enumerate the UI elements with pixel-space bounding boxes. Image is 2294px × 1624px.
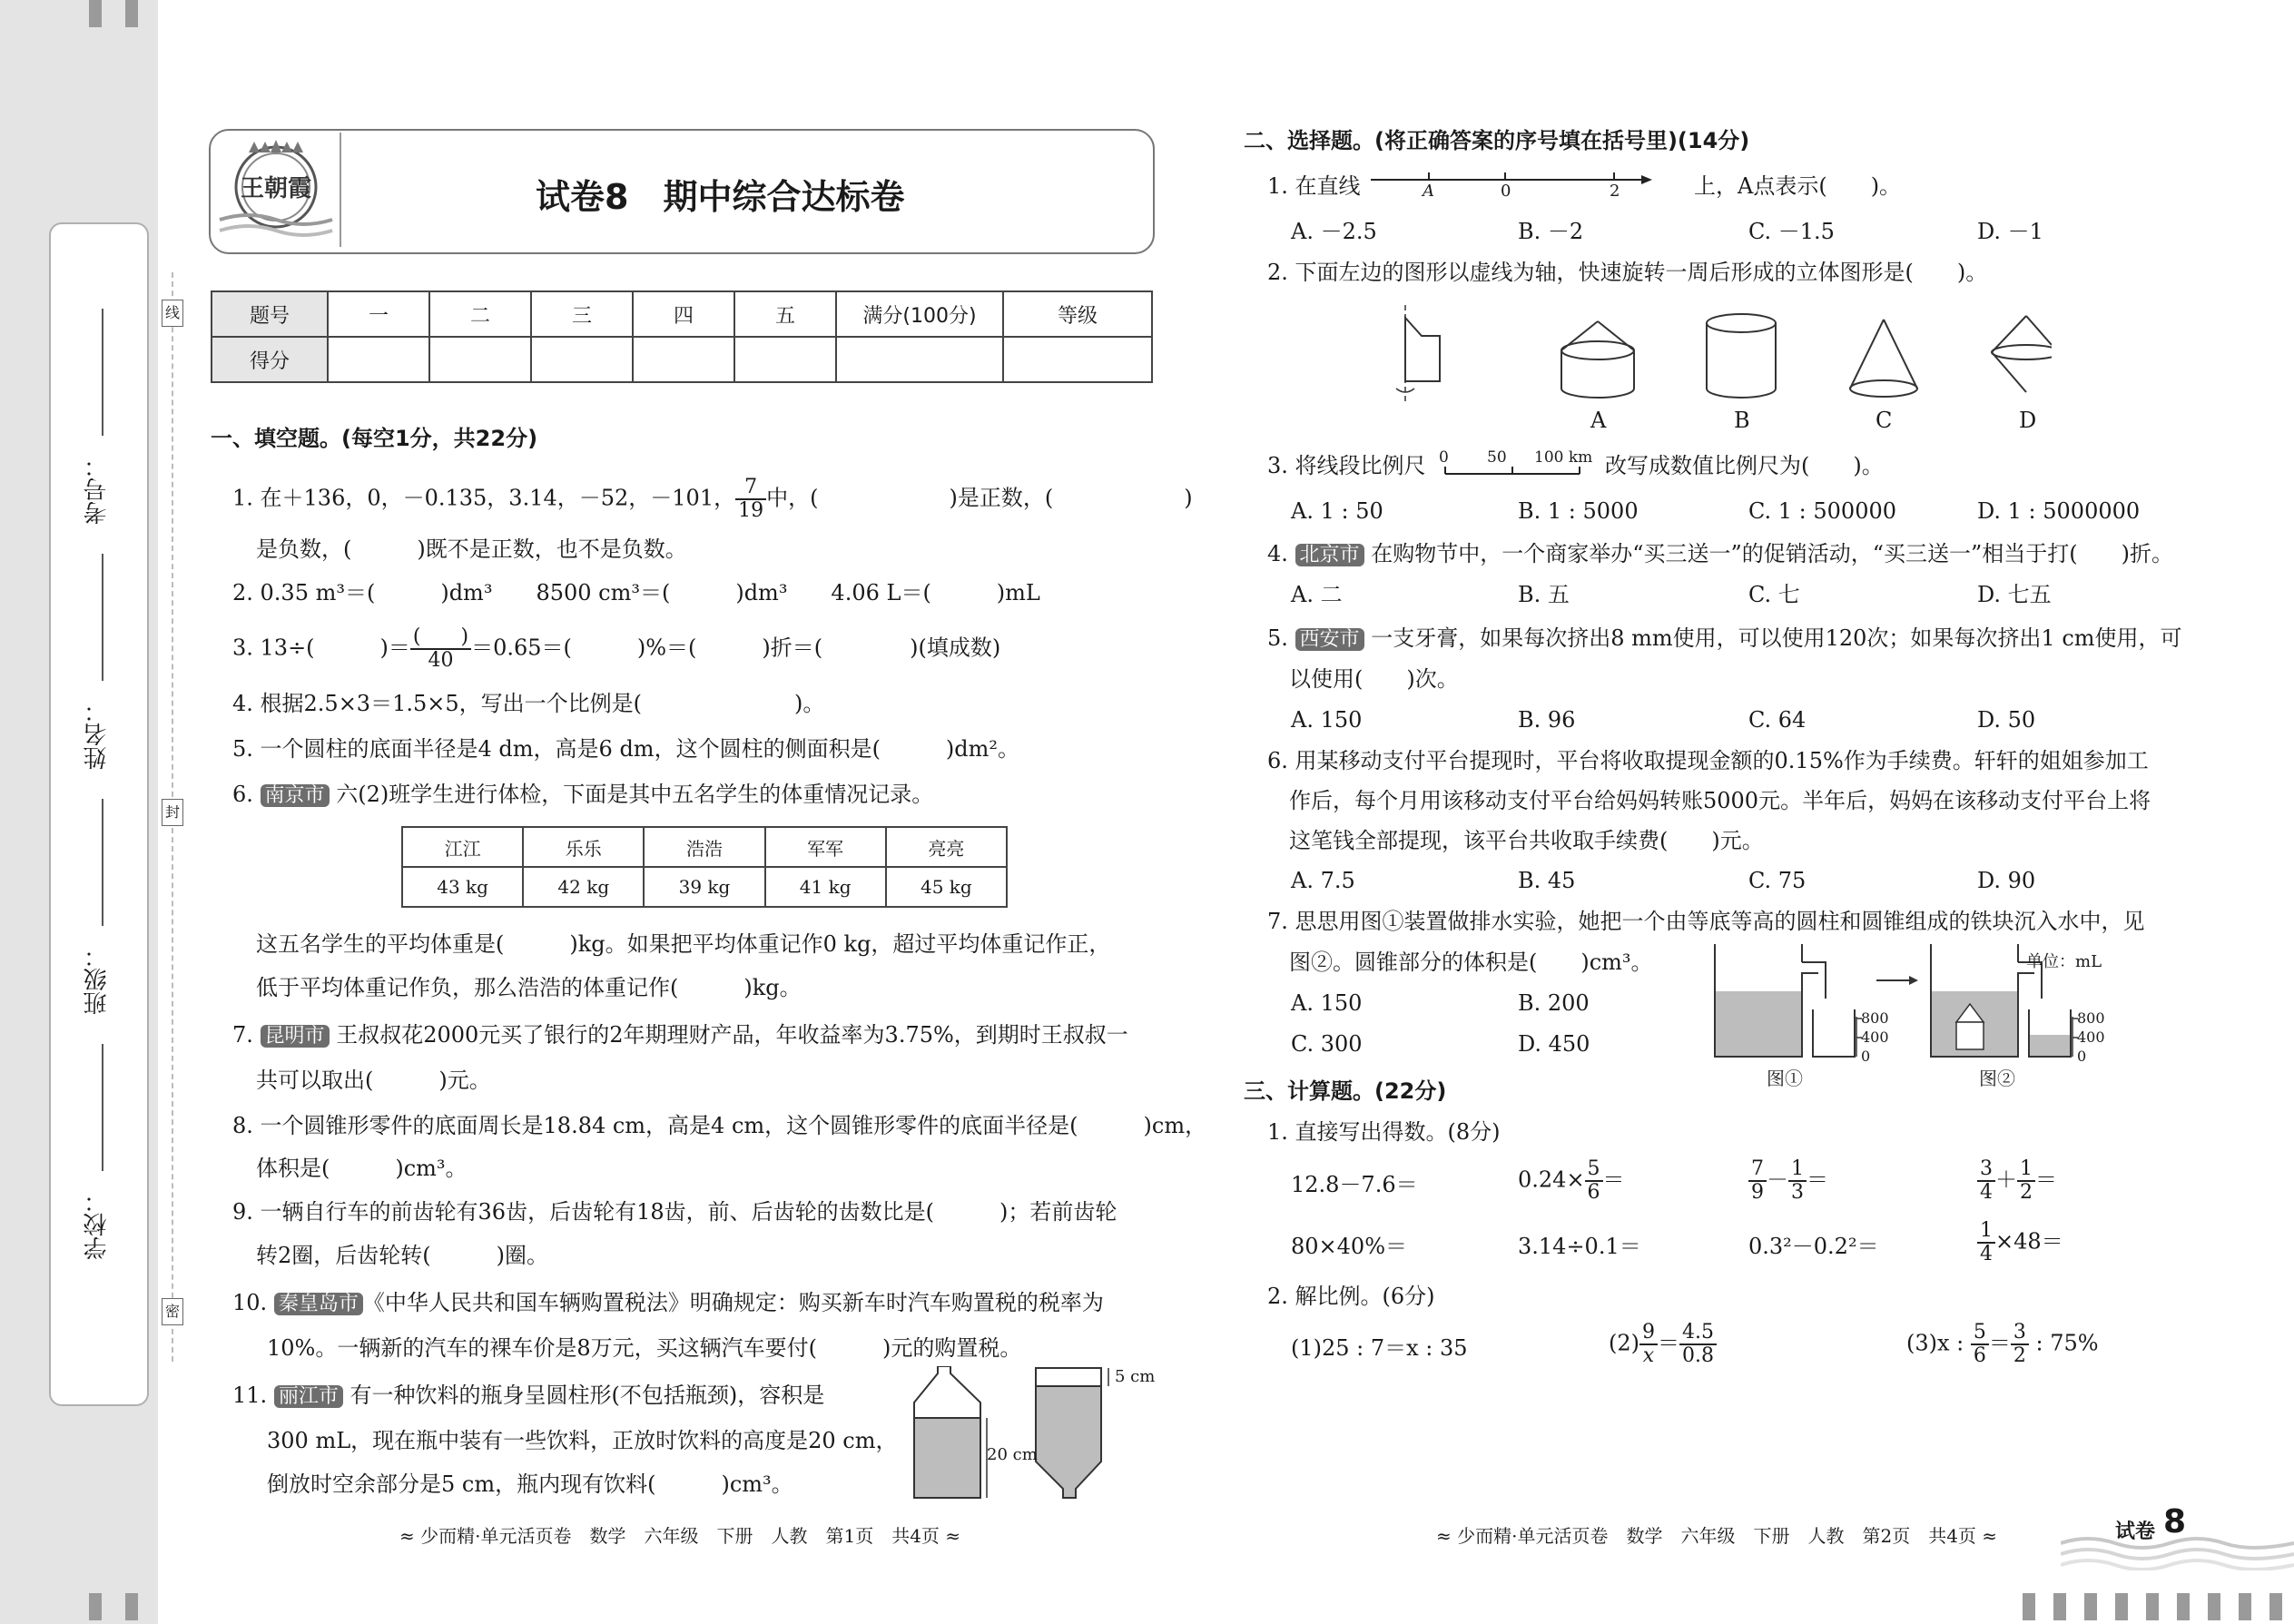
c7-opt-c[interactable]: C. 300 — [1291, 1031, 1363, 1057]
q7-line2: 共可以取出( )元。 — [256, 1068, 491, 1093]
city-tag: 西安市 — [1295, 628, 1364, 651]
right-footer: ≈ 少而精·单元活页卷 数学 六年级 下册 人教 第2页 共4页 ≈ — [1436, 1525, 1998, 1547]
q10: 10. 秦皇岛市 《中华人民共和国车辆购置税法》明确规定：购买新车时汽车购置税的税率为 — [232, 1290, 1104, 1315]
bottom-mark — [2239, 1593, 2251, 1620]
c5-line2: 以使用( )次。 — [1289, 666, 1459, 692]
c5-opt-a[interactable]: A. 150 — [1291, 707, 1363, 733]
solids-figure — [1380, 300, 2052, 408]
bottle-5cm-label: 5 cm — [1115, 1367, 1156, 1386]
k2b: (2) $\frac{9}{x}$ ＝ $\frac{4.5}{0.8}$ — [1609, 1322, 1717, 1367]
k2-heading: 2. 解比例。(6分) — [1267, 1284, 1435, 1309]
bottom-mark — [2146, 1593, 2159, 1620]
c3-opt-b[interactable]: B. 1 : 5000 — [1518, 498, 1639, 524]
q1-line2: 是负数，( )既不是正数，也不是负数。 — [256, 536, 687, 562]
c2-label-c[interactable]: C — [1876, 408, 1893, 433]
c3-prefix: 3. 将线段比例尺 — [1267, 453, 1426, 478]
c6-opt-b[interactable]: B. 45 — [1518, 868, 1576, 893]
q6-line2: 这五名学生的平均体重是( )kg。如果把平均体重记作0 kg，超过平均体重记作正， — [256, 931, 1111, 957]
k1a: 12.8－7.6＝ — [1291, 1172, 1418, 1197]
k2c: (3)x : $\frac{5}{6}$ ＝ $\frac{3}{2}$ : 75% — [1906, 1321, 2099, 1367]
c3-opt-a[interactable]: A. 1 : 50 — [1291, 498, 1383, 524]
c7-opt-b[interactable]: B. 200 — [1518, 990, 1590, 1016]
c6-line3: 这笔钱全部提现，该平台共收取手续费( )元。 — [1289, 828, 1764, 853]
k1-heading: 1. 直接写出得数。(8分) — [1267, 1119, 1501, 1145]
c7-opt-a[interactable]: A. 150 — [1291, 990, 1363, 1016]
fig2-tick-0: 0 — [2077, 1048, 2087, 1065]
top-mark — [89, 0, 102, 27]
c6-opt-a[interactable]: A. 7.5 — [1291, 868, 1355, 893]
c1-prefix: 1. 在直线 — [1267, 173, 1361, 199]
k1c: $\frac{7}{9}$ － $\frac{1}{3}$ ＝ — [1748, 1158, 1828, 1204]
name-label: 姓名： — [84, 699, 111, 770]
banner-divider — [340, 133, 341, 247]
scale-100: 100 km — [1534, 448, 1593, 467]
bottom-mark — [2269, 1593, 2282, 1620]
k1f: 3.14÷0.1＝ — [1518, 1234, 1641, 1259]
numline-label-2: 2 — [1610, 182, 1620, 201]
q6-line3: 低于平均体重记作负，那么浩浩的体重记作( )kg。 — [256, 975, 802, 1000]
bottom-mark — [2053, 1593, 2066, 1620]
city-tag: 北京市 — [1295, 544, 1364, 566]
bottom-mark — [2023, 1593, 2035, 1620]
school-label: 学校： — [84, 1189, 111, 1260]
fig1-tick-400: 400 — [1861, 1029, 1889, 1046]
k1e: 80×40%＝ — [1291, 1234, 1407, 1259]
c3-opt-d[interactable]: D. 1 : 5000000 — [1977, 498, 2141, 524]
seal-xian: 线 — [162, 300, 183, 327]
scale-0: 0 — [1439, 448, 1449, 467]
weights-table: 江江 乐乐 浩浩 军军 亮亮 43 kg 42 kg 39 kg 41 kg 45 kg — [401, 826, 1008, 908]
k2a: (1)25 : 7＝x : 35 — [1291, 1335, 1468, 1361]
q4: 4. 根据2.5×3＝1.5×5，写出一个比例是( )。 — [232, 691, 825, 716]
c4-opt-a[interactable]: A. 二 — [1291, 582, 1343, 607]
c7: 7. 思思用图①装置做排水实验，她把一个由等底等高的圆柱和圆锥组成的铁块沉入水中，见 — [1267, 909, 2145, 934]
c2-label-a[interactable]: A — [1590, 408, 1607, 433]
c4-opt-d[interactable]: D. 七五 — [1977, 582, 2052, 607]
seal-mi: 密 — [162, 1298, 183, 1325]
c2-label-b[interactable]: B — [1734, 408, 1750, 433]
q10-line2: 10%。一辆新的汽车的裸车价是8万元，买这辆汽车要付( )元的购置税。 — [267, 1335, 1022, 1361]
unit-label: 单位：mL — [2026, 952, 2102, 971]
fig1-caption: 图① — [1767, 1068, 1803, 1089]
city-tag: 昆明市 — [261, 1025, 330, 1048]
bottom-mark — [2177, 1593, 2190, 1620]
bottle-figure — [903, 1366, 1167, 1502]
class-label: 班级： — [84, 944, 111, 1015]
q11-line2: 300 mL，现在瓶中装有一些饮料，正放时饮料的高度是20 cm， — [267, 1428, 898, 1453]
q3: 3. 13÷( )＝ $\frac{( )}{40}$ ＝0.65＝( )%＝( )折＝( )(填成数) — [232, 625, 1001, 672]
c6: 6. 用某移动支付平台提现时，平台将收取提现金额的0.15%作为手续费。轩轩的姐姐参加工 — [1267, 748, 2149, 773]
c3-opt-c[interactable]: C. 1 : 500000 — [1748, 498, 1896, 524]
c4: 4. 北京市 在购物节中，一个商家举办“买三送一”的促销活动，“买三送一”相当于打( )折。 — [1267, 541, 2174, 566]
c2: 2. 下面左边的图形以虚线为轴，快速旋转一周后形成的立体图形是( )。 — [1267, 260, 1988, 285]
c7-line2: 图②。圆锥部分的体积是( )cm³。 — [1289, 950, 1653, 975]
q11: 11. 丽江市 有一种饮料的瓶身呈圆柱形(不包括瓶颈)，容积是 — [232, 1383, 825, 1408]
c1-opt-b[interactable]: B. －2 — [1518, 219, 1584, 244]
bottle-20cm-label: 20 cm — [987, 1445, 1038, 1464]
c5-opt-d[interactable]: D. 50 — [1977, 707, 2036, 733]
scale-50: 50 — [1487, 448, 1507, 467]
fig1-tick-800: 800 — [1861, 1009, 1889, 1027]
q8: 8. 一个圆锥形零件的底面周长是18.84 cm，高是4 cm，这个圆锥形零件的底面半径是( )cm， — [232, 1113, 1207, 1138]
city-tag: 丽江市 — [274, 1385, 343, 1408]
q7: 7. 昆明市 王叔叔花2000元买了银行的2年期理财产品，年收益率为3.75%，到期时王叔叔一 — [232, 1022, 1128, 1048]
c6-line2: 作后，每个月用该移动支付平台给妈妈转账5000元。半年后，妈妈在该移动支付平台上将 — [1289, 788, 2151, 813]
k1b: 0.24× $\frac{5}{6}$ ＝ — [1518, 1157, 1625, 1204]
section-2-heading: 二、选择题。(将正确答案的序号填在括号里)(14分) — [1244, 128, 1750, 153]
c5-opt-b[interactable]: B. 96 — [1518, 707, 1576, 733]
q2: 2. 0.35 m³＝( )dm³ 8500 cm³＝( )dm³ 4.06 L＝( )mL — [232, 580, 1040, 605]
section-3-heading: 三、计算题。(22分) — [1244, 1078, 1447, 1104]
numline-label-a: A — [1423, 182, 1434, 201]
corner-number: 8 — [2163, 1503, 2187, 1540]
c2-label-d[interactable]: D — [2019, 408, 2037, 433]
svg-text:王朝霞: 王朝霞 — [240, 175, 312, 202]
k1d: $\frac{3}{4}$ ＋ $\frac{1}{2}$ ＝ — [1977, 1158, 2057, 1204]
top-mark — [125, 0, 138, 27]
q5: 5. 一个圆柱的底面半径是4 dm，高是6 dm，这个圆柱的侧面积是( )dm²。 — [232, 736, 1020, 762]
c1-opt-a[interactable]: A. －2.5 — [1291, 219, 1377, 244]
q9: 9. 一辆自行车的前齿轮有36齿，后齿轮有18齿，前、后齿轮的齿数比是( )；若前齿轮 — [232, 1199, 1117, 1225]
corner-label: 试卷 — [2115, 1521, 2156, 1543]
exam-no-label: 考号： — [84, 454, 111, 525]
seal-feng: 封 — [162, 799, 183, 826]
q9-line2: 转2圈，后齿轮转( )圈。 — [256, 1243, 548, 1268]
c7-opt-d[interactable]: D. 450 — [1518, 1031, 1590, 1057]
c6-opt-c[interactable]: C. 75 — [1748, 868, 1807, 893]
bottom-mark — [2115, 1593, 2128, 1620]
k1h: $\frac{1}{4}$ ×48＝ — [1977, 1220, 2063, 1265]
q8-line2: 体积是( )cm³。 — [256, 1156, 468, 1181]
c6-opt-d[interactable]: D. 90 — [1977, 868, 2036, 893]
score-table: 题号 一 二 三 四 五 满分(100分) 等级 得分 — [211, 290, 1153, 383]
school-line[interactable] — [102, 1044, 103, 1171]
q11-line3: 倒放时空余部分是5 cm，瓶内现有饮料( )cm³。 — [267, 1471, 793, 1497]
bottom-mark — [2084, 1593, 2097, 1620]
page-title: 试卷8 期中综合达标卷 — [536, 177, 905, 217]
q6: 6. 南京市 六(2)班学生进行体检，下面是其中五名学生的体重情况记录。 — [232, 782, 934, 807]
c5: 5. 西安市 一支牙膏，如果每次挤出8 mm使用，可以使用120次；如果每次挤出1 cm使用，可 — [1267, 625, 2182, 651]
class-line[interactable] — [102, 799, 103, 926]
fig2-caption: 图② — [1979, 1068, 2015, 1089]
logo — [212, 133, 340, 247]
c5-opt-c[interactable]: C. 64 — [1748, 707, 1807, 733]
c3-suffix: 改写成数值比例尺为( )。 — [1605, 453, 1884, 478]
city-tag: 秦皇岛市 — [274, 1293, 363, 1315]
c4-opt-c[interactable]: C. 七 — [1748, 582, 1800, 607]
c1-opt-d[interactable]: D. －1 — [1977, 219, 2043, 244]
city-tag: 南京市 — [261, 784, 330, 807]
name-line[interactable] — [102, 554, 103, 681]
fig2-tick-800: 800 — [2077, 1009, 2105, 1027]
c4-opt-b[interactable]: B. 五 — [1518, 582, 1570, 607]
fig2-tick-400: 400 — [2077, 1029, 2105, 1046]
fig1-tick-0: 0 — [1861, 1048, 1871, 1065]
c1-suffix: 上，A点表示( )。 — [1694, 173, 1902, 199]
q1-line1: 1. 在＋136，0，－0.135，3.14，－52，－101， $\frac{7}{19}$ 中，( )是正数，( ) — [232, 476, 1193, 522]
bottom-mark — [2208, 1593, 2220, 1620]
numline-label-0: 0 — [1501, 182, 1511, 201]
c1-opt-c[interactable]: C. －1.5 — [1748, 219, 1835, 244]
k1g: 0.3²－0.2²＝ — [1748, 1234, 1879, 1259]
bottom-mark — [89, 1593, 102, 1620]
bottom-mark — [125, 1593, 138, 1620]
exam-no-line[interactable] — [102, 309, 103, 436]
left-footer: ≈ 少而精·单元活页卷 数学 六年级 下册 人教 第1页 共4页 ≈ — [399, 1525, 961, 1547]
section-1-heading: 一、填空题。(每空1分，共22分) — [211, 426, 538, 451]
